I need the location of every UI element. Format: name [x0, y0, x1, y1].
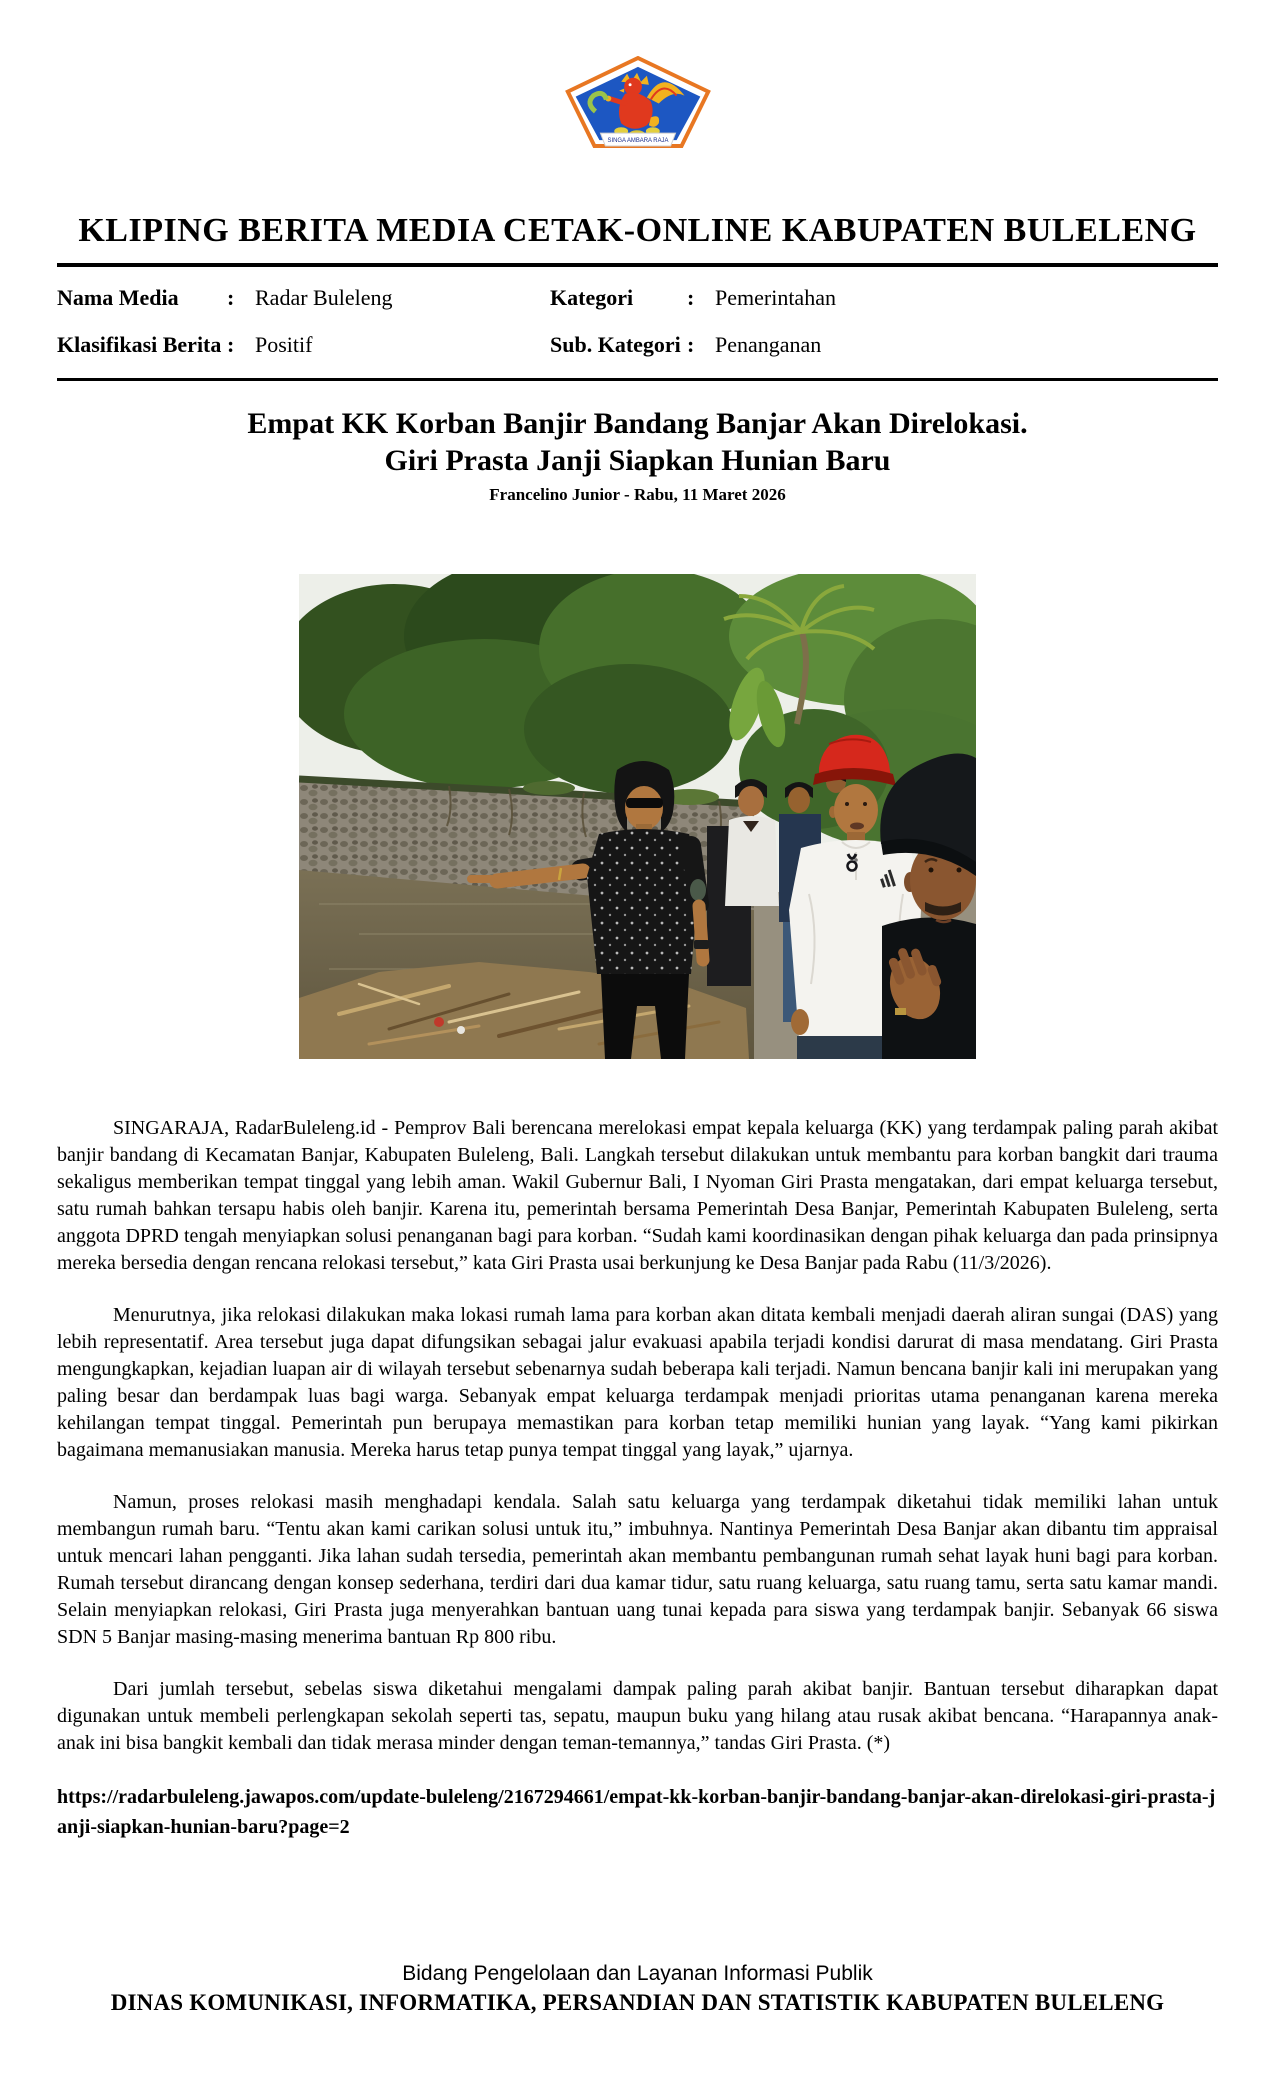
meta-label-klasifikasi: Klasifikasi Berita: [57, 332, 222, 357]
source-url: https://radarbuleleng.jawapos.com/update-buleleng/2167294661/empat-kk-korban-banjir-bandang-banjar-akan-direlokasi-giri-prasta-janji-siapkan-hunian-baru?page=2: [57, 1786, 1216, 1838]
article-photo: [299, 574, 976, 1059]
logo: [0, 0, 1275, 150]
meta-label-nama-media: Nama Media: [57, 285, 179, 310]
meta-colon: :: [227, 332, 235, 357]
seal-banner-text: SINGA AMBARA RAJA: [607, 138, 668, 145]
footer-division: Bidang Pengelolaan dan Layanan Informasi Publik: [402, 1962, 873, 1985]
meta-colon: :: [687, 285, 695, 310]
meta-value-nama-media: Radar Buleleng: [255, 285, 393, 310]
meta-label-kategori: Kategori: [550, 285, 634, 310]
paragraph-1: SINGARAJA, RadarBuleleng.id - Pemprov Bali berencana merelokasi empat kepala keluarga (KK) yang terdampak paling parah akibat banjir bandang di Kecamatan Banjar, Kabupaten Buleleng, Bali. Langkah tersebut dilakukan untuk membantu para korban bangkit dari trauma sekaligus memberikan tempat tinggal yang lebih aman. Wakil Gubernur Bali, I Nyoman Giri Prasta mengatakan, dari empat keluarga tersebut, satu rumah bahkan tersapu habis oleh banjir. Karena itu, pemerintah bersama Pemerintah Desa Banjar, Pemerintah Kabupaten Buleleng, serta anggota DPRD tengah menyiapkan solusi penanganan bagi para korban. “Sudah kami koordinasikan dengan pihak keluarga dan pada prinsipnya mereka bersedia dengan rencana relokasi tersebut,” kata Giri Prasta usai berkunjung ke Desa Banjar pada Rabu (11/3/2026).: [57, 1117, 1218, 1274]
article-title-line1: Empat KK Korban Banjir Bandang Banjar Akan Direlokasi.: [247, 407, 1028, 440]
divider-top: [57, 263, 1218, 267]
meta-colon: :: [227, 285, 235, 310]
document-footer: [0, 1960, 1275, 2016]
meta-label-sub-kategori: Sub. Kategori: [550, 332, 681, 357]
meta-table: [57, 284, 1218, 359]
article-body: [57, 1115, 1218, 1842]
footer-agency: DINAS KOMUNIKASI, INFORMATIKA, PERSANDIAN DAN STATISTIK KABUPATEN BULELENG: [110, 1990, 1165, 2015]
meta-cell-kategori: [550, 284, 1218, 312]
flood-site-photo-illustration: [299, 574, 976, 1059]
meta-cell-klasifikasi: [57, 331, 550, 359]
page-title: KLIPING BERITA MEDIA CETAK-ONLINE KABUPATEN BULELENG: [78, 212, 1197, 249]
meta-colon: :: [687, 332, 695, 357]
paragraph-3: Namun, proses relokasi masih menghadapi kendala. Salah satu keluarga yang terdampak diketahui tidak memiliki lahan untuk membangun rumah baru. “Tentu akan kami carikan solusi untuk itu,” imbuhnya. Nantinya Pemerintah Desa Banjar akan dibantu tim appraisal untuk mencari lahan pengganti. Jika lahan sudah tersedia, pemerintah akan membantu pembangunan rumah sehat layak huni bagi para korban. Rumah tersebut dirancang dengan konsep sederhana, terdiri dari dua kamar tidur, satu ruang keluarga, satu ruang tamu, serta satu kamar mandi. Selain menyiapkan relokasi, Giri Prasta juga menyerahkan bantuan uang tunai kepada para siswa yang terdampak banjir. Sebanyak 66 siswa SDN 5 Banjar masing-masing menerima bantuan Rp 800 ribu.: [57, 1491, 1218, 1648]
meta-value-klasifikasi: Positif: [255, 332, 313, 357]
article-byline: Francelino Junior - Rabu, 11 Maret 2026: [489, 485, 786, 504]
meta-row-1: [57, 284, 1218, 312]
paragraph-2: Menurutnya, jika relokasi dilakukan maka lokasi rumah lama para korban akan ditata kembali menjadi daerah aliran sungai (DAS) yang lebih representatif. Area tersebut juga dapat difungsikan sebagai jalur evakuasi apabila terjadi kondisi darurat di masa mendatang. Giri Prasta mengungkapkan, kejadian luapan air di wilayah tersebut sebenarnya sudah beberapa kali terjadi. Namun bencana banjir kali ini merupakan yang paling besar dan berdampak luas bagi warga. Sebanyak empat keluarga terdampak menjadi prioritas utama penanganan karena mereka kehilangan tempat tinggal. Pemerintah pun berupaya memastikan para korban tetap memiliki hunian yang layak. “Yang kami pikirkan bagaimana memanusiakan manusia. Mereka harus tetap punya tempat tinggal yang layak,” ujarnya.: [57, 1304, 1218, 1461]
meta-cell-nama-media: [57, 284, 550, 312]
meta-row-2: [57, 331, 1218, 359]
meta-value-sub-kategori: Penanganan: [715, 332, 822, 357]
article-title-line2: Giri Prasta Janji Siapkan Hunian Baru: [384, 444, 891, 477]
meta-value-kategori: Pemerintahan: [715, 285, 836, 310]
buleleng-seal-icon: [563, 56, 713, 149]
divider-meta: [57, 378, 1218, 381]
meta-cell-sub-kategori: [550, 331, 1218, 359]
paragraph-4: Dari jumlah tersebut, sebelas siswa diketahui mengalami dampak paling parah akibat banjir. Bantuan tersebut diharapkan dapat digunakan untuk membeli perlengkapan sekolah seperti tas, sepatu, maupun buku yang hilang atau rusak akibat bencana. “Harapannya anak-anak ini bisa bangkit kembali dan tidak merasa minder dengan teman-temannya,” tandas Giri Prasta. (*): [57, 1678, 1218, 1754]
article-header: [0, 405, 1275, 506]
